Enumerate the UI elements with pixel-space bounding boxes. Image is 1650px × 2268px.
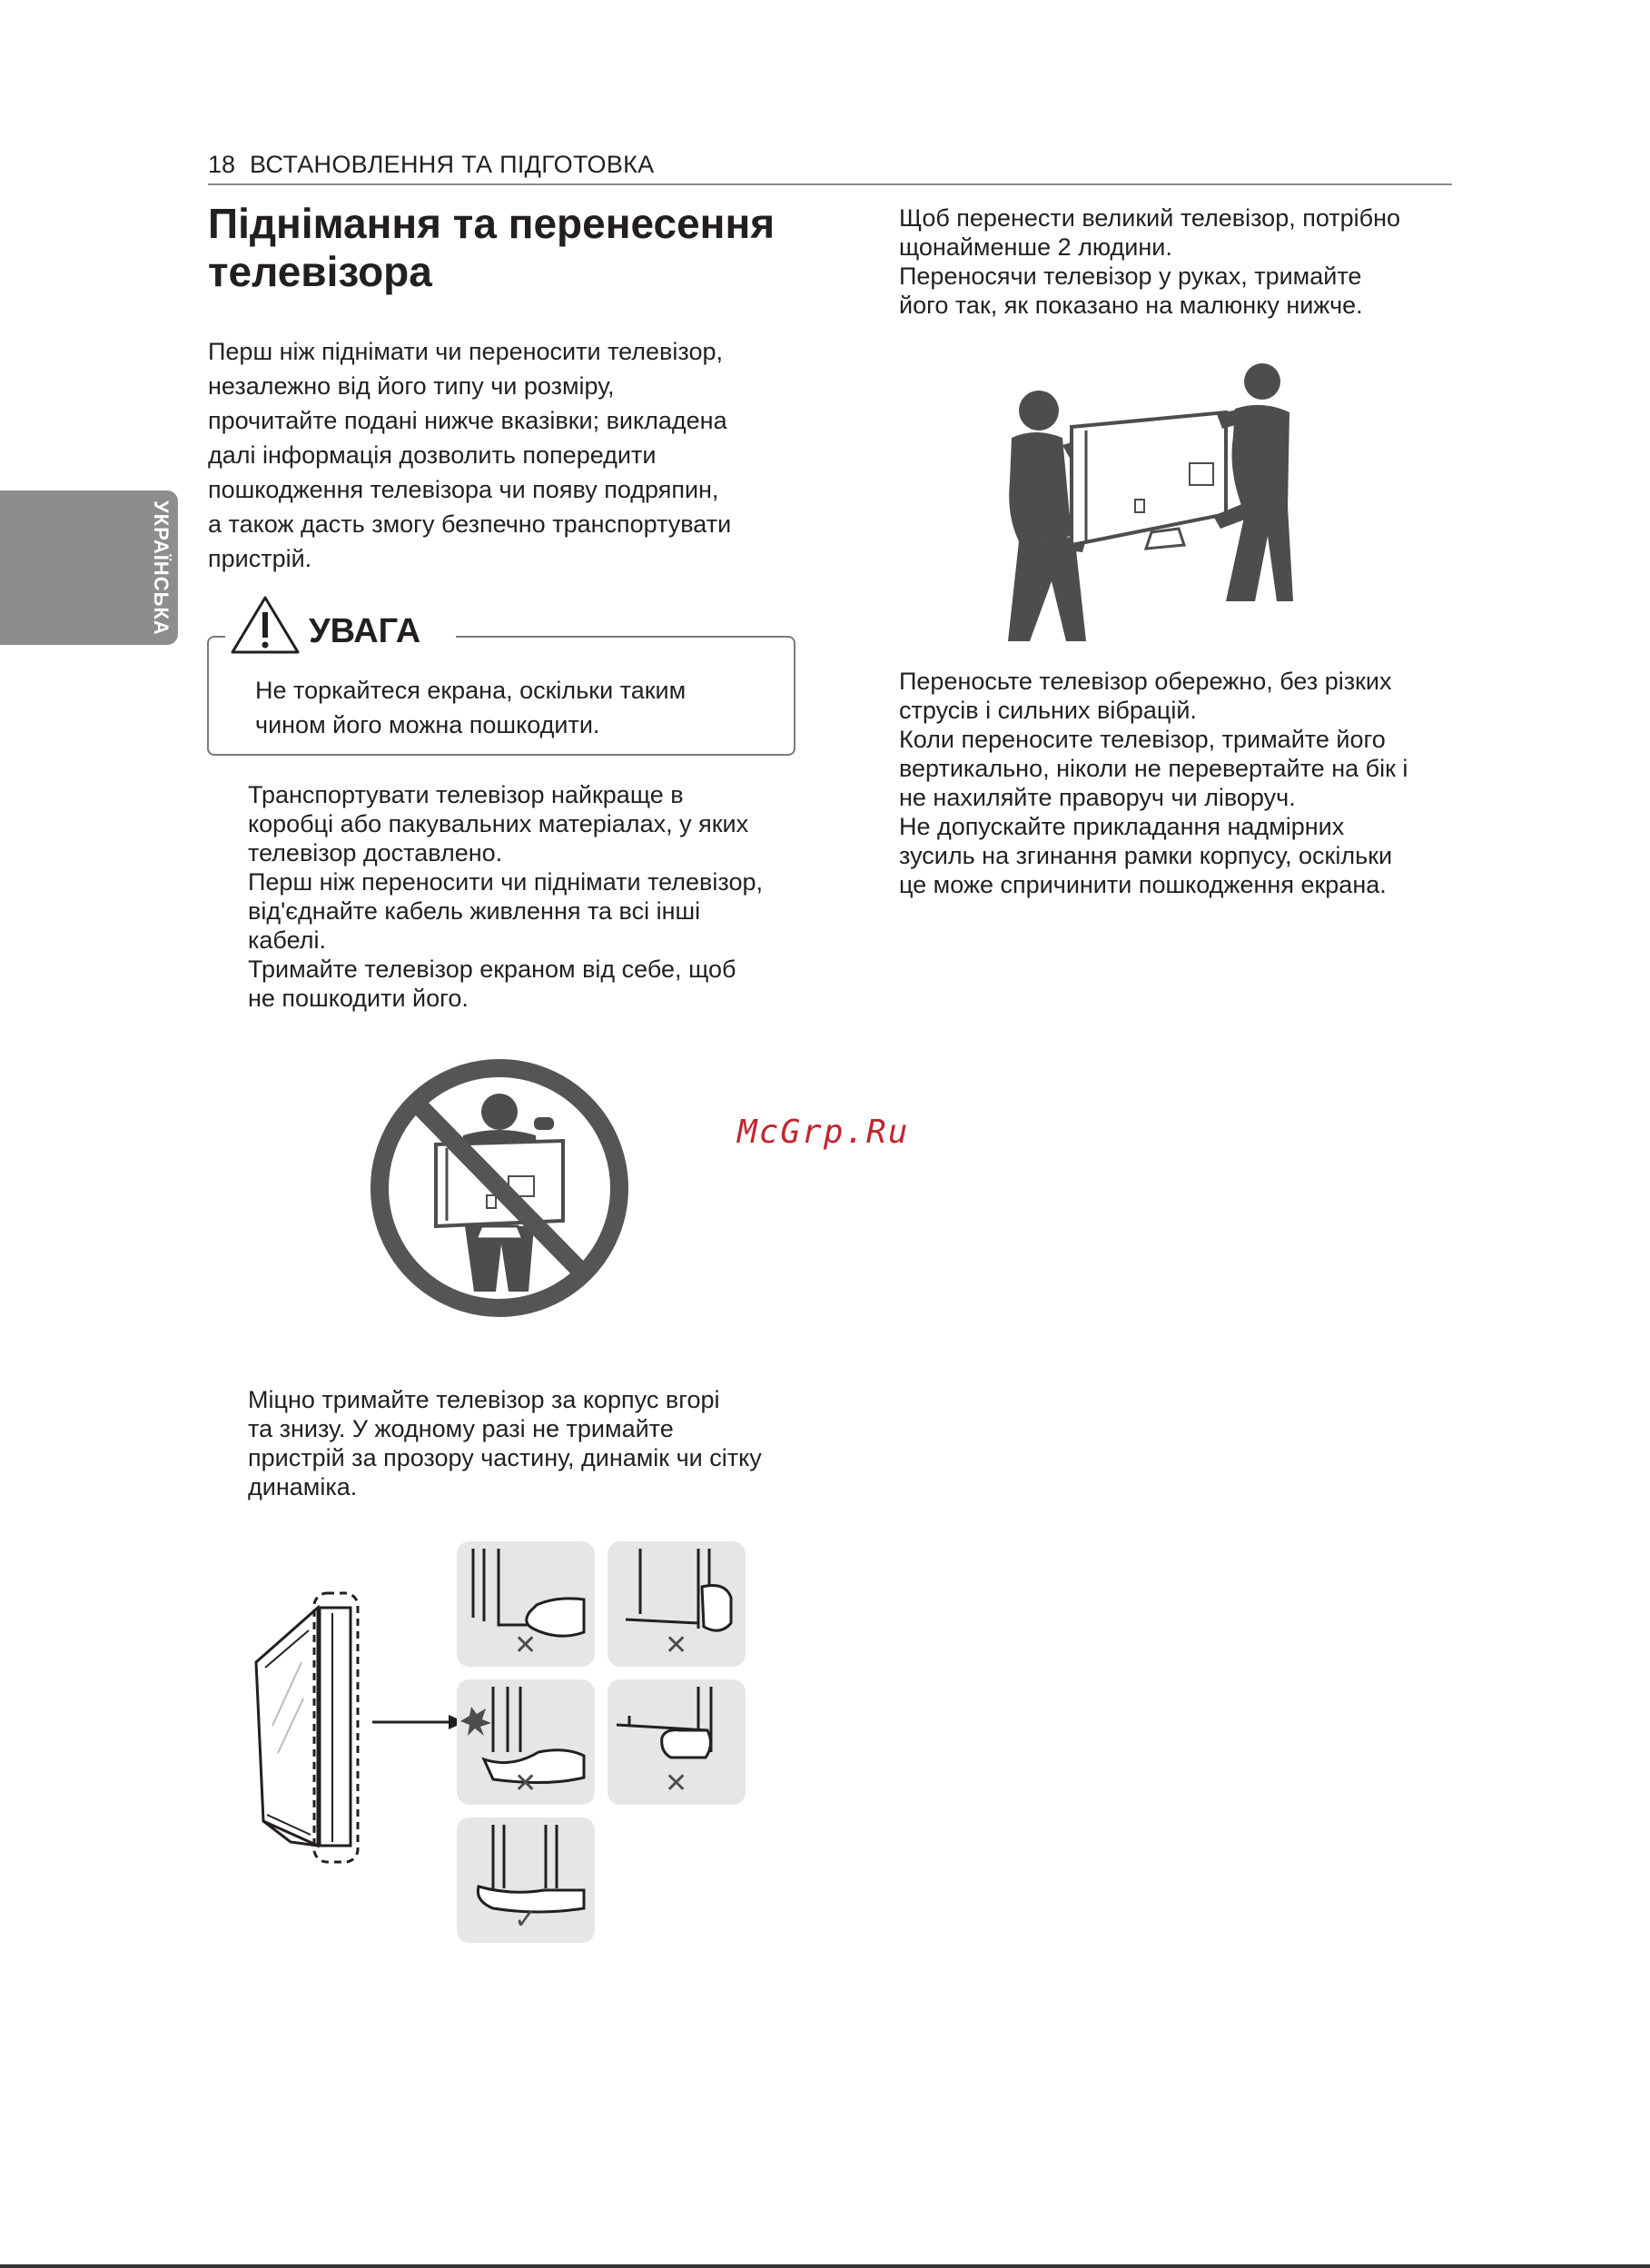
caution-text: Не торкайтеся екрана, оскільки таким чином його можна пошкодити.: [255, 677, 687, 738]
section-title: ВСТАНОВЛЕННЯ ТА ПІДГОТОВКА: [250, 151, 655, 178]
transport-paragraph: Транспортувати телевізор найкраще в коробці або пакувальних матеріалах, у яких телевізор доставлено. Перш ніж переносити чи піднімати телевізор, від'єднайте кабель живлення та всі інші кабелі. Тримайте телевізор екраном від себе, щоб не пошкодити його.: [248, 781, 763, 1012]
right-paragraph-1: Щоб перенести великий телевізор, потрібно щонайменше 2 людини. Переносячи телевізор у руках, тримайте його так, як показано на малюнку нижче.: [899, 204, 1401, 319]
bottom-border: [0, 2264, 1650, 2268]
wrong-mark-3: ✕: [514, 1768, 538, 1798]
page-header: [208, 149, 1452, 185]
caution-heading: [225, 590, 456, 659]
title-line-2: телевізора: [208, 248, 432, 295]
correct-mark: ✓: [514, 1905, 538, 1935]
warning-triangle-icon: [229, 594, 301, 658]
right-paragraph-2: Переносьте телевізор обережно, без різких струсів і сильних вібрацій. Коли переносите телевізор, тримайте його вертикально, ніколи не перевертайте на бік і не нахиляйте праворуч чи ліворуч. Не допускайте прикладання надмірних зусиль на згинання рамки корпусу, оскільки це може спричинити пошкодження екрана.: [899, 668, 1408, 898]
hold-paragraph: Міцно тримайте телевізор за корпус вгорі та знизу. У жодному разі не тримайте пристрій за прозору частину, динамік чи сітку динаміка.: [248, 1386, 762, 1500]
two-person-carry-illustration: [999, 354, 1299, 645]
page-number: 18: [208, 151, 236, 178]
wrong-mark-4: ✕: [665, 1768, 688, 1798]
language-tab-label: УКРАЇНСЬКА: [150, 500, 173, 636]
page-title: [208, 200, 844, 296]
title-line-1: Піднімання та перенесення: [208, 200, 776, 247]
caution-heading-text: УВАГА: [309, 612, 421, 650]
prohibited-carry-illustration: [363, 1054, 636, 1326]
watermark: McGrp.Ru: [737, 1114, 910, 1151]
wrong-mark-1: ✕: [514, 1630, 538, 1660]
wrong-mark-2: ✕: [665, 1630, 688, 1660]
arrow-icon: [371, 1713, 470, 1731]
tv-side-illustration: [245, 1580, 381, 1907]
language-tab: [0, 490, 178, 645]
intro-paragraph: Перш ніж піднімати чи переносити телевізор, незалежно від його типу чи розміру, прочитайте подані нижче вказівки; викладена далі інформація дозволить попередити пошкодження телевізора чи появу подряпин, а також дасть змогу безпечно транспортувати пристрій.: [208, 338, 732, 572]
